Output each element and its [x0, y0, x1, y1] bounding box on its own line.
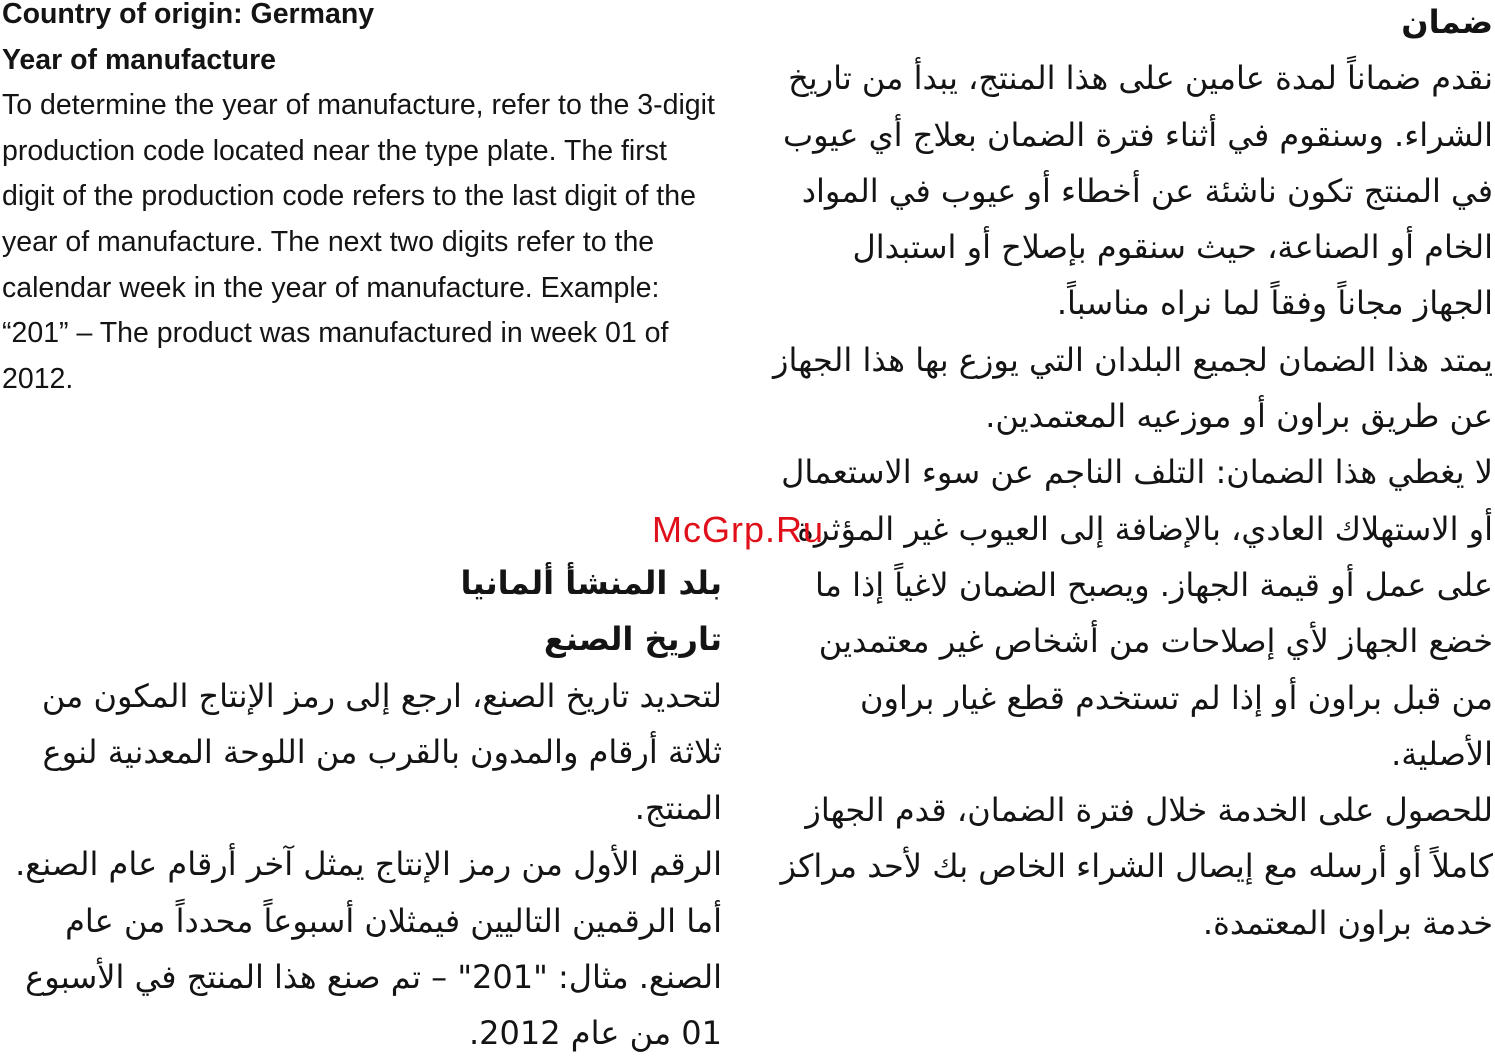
english-origin-section [2, 0, 722, 402]
arabic-country-heading: بلد المنشأ ألمانيا [460, 564, 722, 602]
country-of-origin-heading: Country of origin: Germany [2, 0, 375, 30]
warranty-heading: ضمان [1401, 3, 1493, 41]
year-of-manufacture-heading: Year of manufacture [2, 43, 277, 76]
arabic-year-heading: تاريخ الصنع [543, 620, 722, 659]
arabic-warranty-section [773, 0, 1493, 951]
arabic-origin-paragraph: الرقم الأول من رمز الإنتاج يمثل آخر أرقام عام الصنع. أما الرقمين التاليين فيمثلان أسبوعاً محدداً من عام الصنع. مثال: "201" – تم صنع هذا المنتج في الأسبوع 01 من عام 2012. [15, 845, 722, 1053]
warranty-paragraph: للحصول على الخدمة خلال فترة الضمان، قدم الجهاز كاملاً أو أرسله مع إيصال الشراء الخاص بك لأحد مراكز خدمة براون المعتمدة. [780, 791, 1493, 942]
arabic-origin-paragraph: لتحديد تاريخ الصنع، ارجع إلى رمز الإنتاج المكون من ثلاثة أرقام والمدون بالقرب من اللوحة المعدنية لنوع المنتج. [41, 676, 722, 828]
year-of-manufacture-text: To determine the year of manufacture, refer to the 3-digit production code located near the type plate. The first digit of the production code refers to the last digit of the year of manufacture. The next two digits refer to the calendar week in the year of manufacture. Example: “201” – The product was manufactured in week 01 of 2012. [2, 89, 715, 395]
warranty-paragraph: يمتد هذا الضمان لجميع البلدان التي يوزع بها هذا الجهاز عن طريق براون أو موزعيه المعتمدين. [773, 340, 1493, 436]
arabic-origin-section [2, 555, 722, 1062]
warranty-paragraph: نقدم ضماناً لمدة عامين على هذا المنتج، يبدأ من تاريخ الشراء. وسنقوم في أثناء فترة الضمان بعلاج أي عيوب في المنتج تكون ناشئة عن أخطاء أو عيوب في المواد الخام أو الصناعة، حيث سنقوم بإصلاح أو استبدال الجهاز مجاناً وفقاً لما نراه مناسباً. [783, 59, 1493, 323]
watermark-logo: McGrp.Ru [652, 509, 825, 550]
warranty-paragraph: لا يغطي هذا الضمان: التلف الناجم عن سوء الاستعمال أو الاستهلاك العادي، بالإضافة إلى العيوب غير المؤثرة على عمل أو قيمة الجهاز. ويصبح الضمان لاغياً إذا ما خضع الجهاز لأي إصلاحات من أشخاص غير معتمدين من قبل براون أو إذا لم تستخدم قطع غيار براون الأصلية. [781, 453, 1493, 773]
